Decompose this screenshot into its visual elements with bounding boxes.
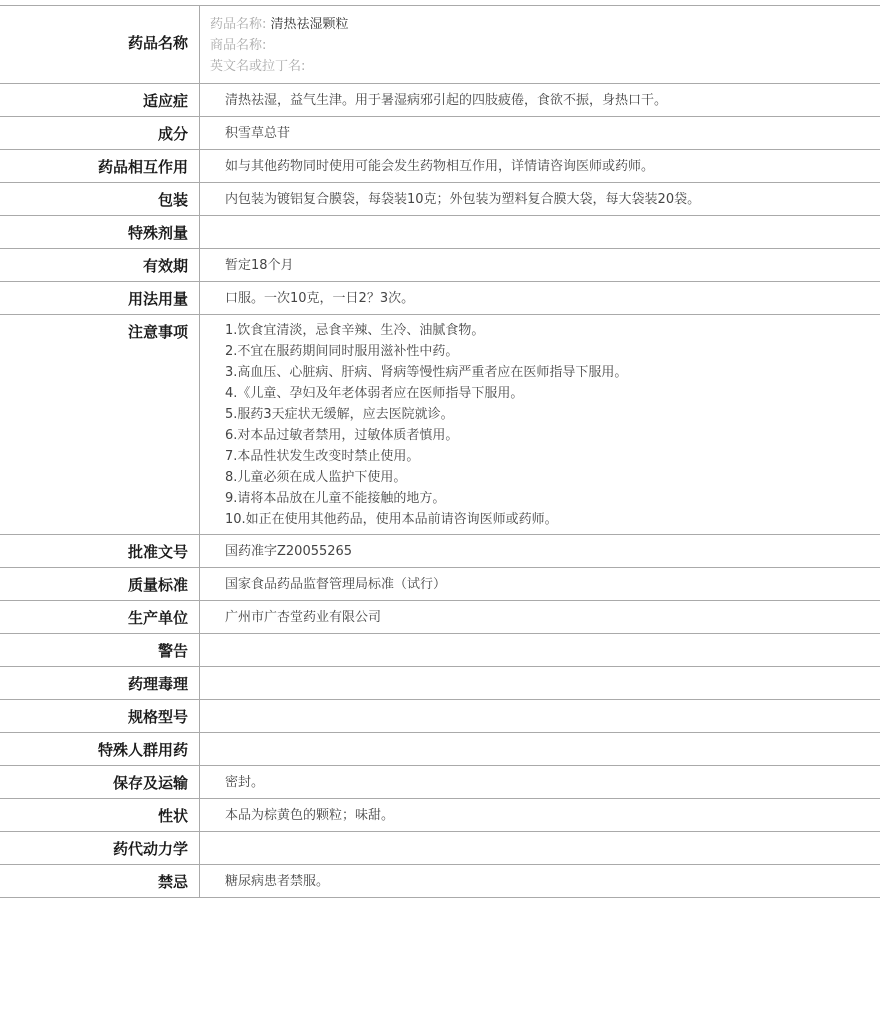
row-value: 国药准字Z20055265	[225, 544, 353, 559]
list-item: 8.儿童必须在成人监护下使用。	[225, 470, 407, 485]
row-label: 警告	[0, 634, 200, 666]
generic-name-key: 药品名称:	[210, 17, 267, 32]
row-label: 特殊人群用药	[0, 733, 200, 765]
row-value	[200, 634, 880, 666]
list-item: 6.对本品过敏者禁用，过敏体质者慎用。	[225, 428, 459, 443]
row-value	[200, 832, 880, 864]
list-item: 7.本品性状发生改变时禁止使用。	[225, 449, 420, 464]
row-label: 批准文号	[0, 535, 200, 567]
dosage-row	[0, 282, 880, 315]
row-label: 包装	[0, 183, 200, 215]
list-item: 3.高血压、心脏病、肝病、肾病等慢性病严重者应在医师指导下服用。	[225, 365, 628, 380]
row-label: 药代动力学	[0, 832, 200, 864]
drug-name-label: 药品名称	[0, 6, 200, 83]
precautions-label: 注意事项	[0, 315, 200, 534]
row-label: 质量标准	[0, 568, 200, 600]
list-item: 9.请将本品放在儿童不能接触的地方。	[225, 491, 446, 506]
row-value: 国家食品药品监督管理局标准（试行）	[225, 577, 447, 592]
row-value: 如与其他药物同时使用可能会发生药物相互作用，详情请咨询医师或药师。	[225, 159, 655, 174]
drug-info-table	[0, 5, 880, 898]
ingredients-row	[0, 117, 880, 150]
special-dosage-row	[0, 216, 880, 249]
list-item: 5.服药3天症状无缓解，应去医院就诊。	[225, 407, 454, 422]
row-value	[200, 733, 880, 765]
appearance-row	[0, 799, 880, 832]
trade-name-key: 商品名称:	[210, 38, 267, 53]
row-label: 药理毒理	[0, 667, 200, 699]
specification-row	[0, 700, 880, 733]
list-item: 2.不宜在服药期间同时服用滋补性中药。	[225, 344, 459, 359]
row-label: 用法用量	[0, 282, 200, 314]
row-value: 暂定18个月	[225, 258, 294, 273]
list-item: 10.如正在使用其他药品，使用本品前请咨询医师或药师。	[225, 512, 558, 527]
contraindications-row	[0, 865, 880, 898]
row-value	[200, 700, 880, 732]
drug-name-values	[200, 6, 880, 83]
list-item: 1.饮食宜清淡，忌食辛辣、生冷、油腻食物。	[225, 323, 485, 338]
row-value: 糖尿病患者禁服。	[225, 874, 330, 889]
row-label: 禁忌	[0, 865, 200, 897]
row-label: 成分	[0, 117, 200, 149]
row-value: 内包装为镀铝复合膜袋，每袋装10克；外包装为塑料复合膜大袋，每大袋装20袋。	[225, 192, 701, 207]
row-value: 清热祛湿，益气生津。用于暑湿病邪引起的四肢疲倦，食欲不振，身热口干。	[225, 93, 668, 108]
row-label: 有效期	[0, 249, 200, 281]
english-name-line	[210, 56, 870, 77]
pharmacology-row	[0, 667, 880, 700]
row-value: 积雪草总苷	[225, 126, 291, 141]
precautions-list	[200, 315, 880, 534]
packaging-row	[0, 183, 880, 216]
row-value	[200, 216, 880, 248]
row-value: 密封。	[225, 775, 265, 790]
row-label: 药品相互作用	[0, 150, 200, 182]
pharmacokinetics-row	[0, 832, 880, 865]
precautions-row	[0, 315, 880, 535]
special-population-row	[0, 733, 880, 766]
row-label: 保存及运输	[0, 766, 200, 798]
drug-name-row	[0, 6, 880, 84]
row-label: 适应症	[0, 84, 200, 116]
shelf-life-row	[0, 249, 880, 282]
row-label: 性状	[0, 799, 200, 831]
generic-name-line	[210, 14, 870, 35]
row-value: 本品为棕黄色的颗粒；味甜。	[225, 808, 395, 823]
list-item: 4.《儿童、孕妇及年老体弱者应在医师指导下服用。	[225, 386, 524, 401]
row-label: 特殊剂量	[0, 216, 200, 248]
row-value: 口服。一次10克，一日2？3次。	[225, 291, 415, 306]
row-label: 规格型号	[0, 700, 200, 732]
approval-number-row	[0, 535, 880, 568]
indications-row	[0, 84, 880, 117]
manufacturer-row	[0, 601, 880, 634]
quality-standard-row	[0, 568, 880, 601]
warning-row	[0, 634, 880, 667]
row-value	[200, 667, 880, 699]
english-name-key: 英文名或拉丁名:	[210, 59, 306, 74]
interactions-row	[0, 150, 880, 183]
row-value: 广州市广杏堂药业有限公司	[225, 610, 382, 625]
row-label: 生产单位	[0, 601, 200, 633]
storage-row	[0, 766, 880, 799]
generic-name-value: 清热祛湿颗粒	[270, 17, 349, 32]
trade-name-line	[210, 35, 870, 56]
